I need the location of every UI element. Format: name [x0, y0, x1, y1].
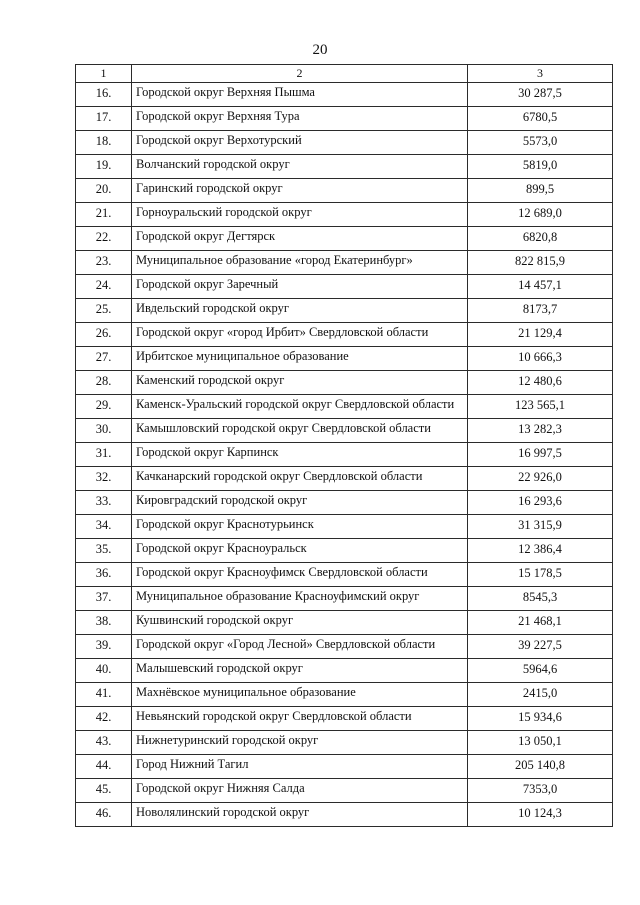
amount-cell: 22 926,0 — [468, 467, 613, 491]
table-row — [76, 131, 613, 155]
municipality-name-cell: Невьянский городской округ Свердловской области — [132, 707, 468, 731]
row-number-cell: 33. — [76, 491, 132, 515]
table-body — [76, 83, 613, 827]
amount-cell: 12 689,0 — [468, 203, 613, 227]
table-row — [76, 635, 613, 659]
row-number-cell: 29. — [76, 395, 132, 419]
municipality-name-cell: Городской округ Нижняя Салда — [132, 779, 468, 803]
municipality-name-cell: Муниципальное образование «город Екатеринбург» — [132, 251, 468, 275]
municipality-name-cell: Новолялинский городской округ — [132, 803, 468, 827]
amount-cell: 21 468,1 — [468, 611, 613, 635]
municipality-name-cell: Гаринский городской округ — [132, 179, 468, 203]
municipality-name-cell: Ивдельский городской округ — [132, 299, 468, 323]
row-number-cell: 42. — [76, 707, 132, 731]
municipality-name-cell: Качканарский городской округ Свердловской области — [132, 467, 468, 491]
table-row — [76, 779, 613, 803]
table-row — [76, 515, 613, 539]
table-row — [76, 347, 613, 371]
table-row — [76, 611, 613, 635]
row-number-cell: 45. — [76, 779, 132, 803]
row-number-cell: 35. — [76, 539, 132, 563]
row-number-cell: 39. — [76, 635, 132, 659]
municipality-name-cell: Городской округ Верхняя Тура — [132, 107, 468, 131]
row-number-cell: 44. — [76, 755, 132, 779]
municipality-name-cell: Каменский городской округ — [132, 371, 468, 395]
row-number-cell: 23. — [76, 251, 132, 275]
column-header-3: 3 — [468, 65, 613, 83]
table-row — [76, 443, 613, 467]
amount-cell: 30 287,5 — [468, 83, 613, 107]
row-number-cell: 30. — [76, 419, 132, 443]
row-number-cell: 36. — [76, 563, 132, 587]
amount-cell: 13 050,1 — [468, 731, 613, 755]
row-number-cell: 25. — [76, 299, 132, 323]
amount-cell: 123 565,1 — [468, 395, 613, 419]
amount-cell: 21 129,4 — [468, 323, 613, 347]
amount-cell: 39 227,5 — [468, 635, 613, 659]
table-row — [76, 155, 613, 179]
row-number-cell: 38. — [76, 611, 132, 635]
amount-cell: 205 140,8 — [468, 755, 613, 779]
table-row — [76, 707, 613, 731]
municipality-name-cell: Городской округ «Город Лесной» Свердловской области — [132, 635, 468, 659]
table-row — [76, 371, 613, 395]
row-number-cell: 40. — [76, 659, 132, 683]
municipality-name-cell: Малышевский городской округ — [132, 659, 468, 683]
table-row — [76, 659, 613, 683]
amount-cell: 12 386,4 — [468, 539, 613, 563]
municipality-name-cell: Городской округ Краснотурьинск — [132, 515, 468, 539]
amount-cell: 899,5 — [468, 179, 613, 203]
table-row — [76, 803, 613, 827]
municipality-name-cell: Кировградский городской округ — [132, 491, 468, 515]
amount-cell: 12 480,6 — [468, 371, 613, 395]
row-number-cell: 26. — [76, 323, 132, 347]
table-row — [76, 203, 613, 227]
amount-cell: 8545,3 — [468, 587, 613, 611]
amount-cell: 10 124,3 — [468, 803, 613, 827]
row-number-cell: 21. — [76, 203, 132, 227]
page-number: 20 — [312, 42, 328, 58]
table-row — [76, 563, 613, 587]
row-number-cell: 37. — [76, 587, 132, 611]
table-row — [76, 755, 613, 779]
table-row — [76, 179, 613, 203]
municipality-name-cell: Городской округ «город Ирбит» Свердловской области — [132, 323, 468, 347]
table-row — [76, 251, 613, 275]
row-number-cell: 41. — [76, 683, 132, 707]
amount-cell: 5819,0 — [468, 155, 613, 179]
amount-cell: 10 666,3 — [468, 347, 613, 371]
table-row — [76, 107, 613, 131]
amount-cell: 822 815,9 — [468, 251, 613, 275]
municipality-name-cell: Горноуральский городской округ — [132, 203, 468, 227]
amount-cell: 31 315,9 — [468, 515, 613, 539]
row-number-cell: 24. — [76, 275, 132, 299]
table-row — [76, 731, 613, 755]
amount-cell: 13 282,3 — [468, 419, 613, 443]
amount-cell: 6780,5 — [468, 107, 613, 131]
row-number-cell: 27. — [76, 347, 132, 371]
table-row — [76, 227, 613, 251]
table-row — [76, 299, 613, 323]
row-number-cell: 28. — [76, 371, 132, 395]
municipality-name-cell: Городской округ Дегтярск — [132, 227, 468, 251]
municipality-name-cell: Каменск-Уральский городской округ Свердловской области — [132, 395, 468, 419]
municipality-name-cell: Нижнетуринский городской округ — [132, 731, 468, 755]
amount-cell: 14 457,1 — [468, 275, 613, 299]
municipality-name-cell: Кушвинский городской округ — [132, 611, 468, 635]
municipality-name-cell: Городской округ Заречный — [132, 275, 468, 299]
municipality-name-cell: Городской округ Верхняя Пышма — [132, 83, 468, 107]
amount-cell: 7353,0 — [468, 779, 613, 803]
row-number-cell: 16. — [76, 83, 132, 107]
table-row — [76, 323, 613, 347]
municipality-name-cell: Муниципальное образование Красноуфимский округ — [132, 587, 468, 611]
amount-cell: 15 178,5 — [468, 563, 613, 587]
row-number-cell: 22. — [76, 227, 132, 251]
column-header-1: 1 — [76, 65, 132, 83]
municipality-name-cell: Городской округ Красноуфимск Свердловской области — [132, 563, 468, 587]
municipality-name-cell: Городской округ Верхотурский — [132, 131, 468, 155]
municipality-name-cell: Ирбитское муниципальное образование — [132, 347, 468, 371]
table-row — [76, 587, 613, 611]
municipality-name-cell: Город Нижний Тагил — [132, 755, 468, 779]
table-row — [76, 275, 613, 299]
table-row — [76, 539, 613, 563]
row-number-cell: 19. — [76, 155, 132, 179]
row-number-cell: 43. — [76, 731, 132, 755]
row-number-cell: 31. — [76, 443, 132, 467]
amount-cell: 5573,0 — [468, 131, 613, 155]
municipality-name-cell: Городской округ Карпинск — [132, 443, 468, 467]
municipality-name-cell: Махнёвское муниципальное образование — [132, 683, 468, 707]
amount-cell: 2415,0 — [468, 683, 613, 707]
amount-cell: 5964,6 — [468, 659, 613, 683]
amount-cell: 6820,8 — [468, 227, 613, 251]
budget-table — [75, 64, 613, 827]
table-row — [76, 395, 613, 419]
table-header-row — [76, 65, 613, 83]
municipality-name-cell: Городской округ Красноуральск — [132, 539, 468, 563]
amount-cell: 16 997,5 — [468, 443, 613, 467]
municipality-name-cell: Камышловский городской округ Свердловской области — [132, 419, 468, 443]
row-number-cell: 20. — [76, 179, 132, 203]
column-header-2: 2 — [132, 65, 468, 83]
table-row — [76, 683, 613, 707]
table-row — [76, 491, 613, 515]
row-number-cell: 17. — [76, 107, 132, 131]
table-row — [76, 83, 613, 107]
row-number-cell: 34. — [76, 515, 132, 539]
amount-cell: 8173,7 — [468, 299, 613, 323]
row-number-cell: 18. — [76, 131, 132, 155]
amount-cell: 16 293,6 — [468, 491, 613, 515]
amount-cell: 15 934,6 — [468, 707, 613, 731]
row-number-cell: 32. — [76, 467, 132, 491]
table-row — [76, 467, 613, 491]
table-row — [76, 419, 613, 443]
row-number-cell: 46. — [76, 803, 132, 827]
municipality-name-cell: Волчанский городской округ — [132, 155, 468, 179]
